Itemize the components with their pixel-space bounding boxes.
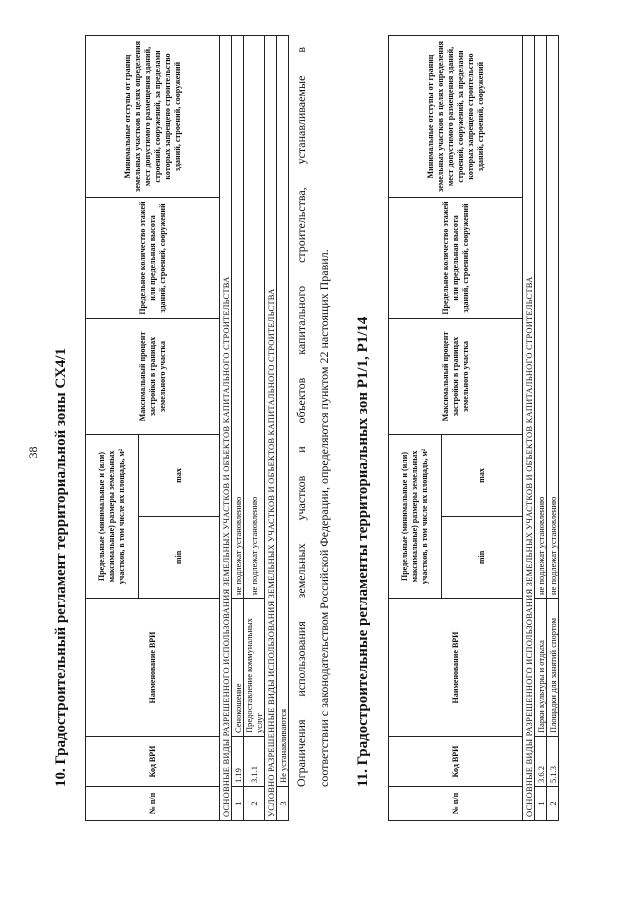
header-limits: Предельные (минимальные и (или) максимальные) размеры земельных участков, в том числе их площадь, м²: [86, 435, 139, 599]
main-uses-section: ОСНОВНЫЕ ВИДЫ РАЗРЕШЕННОГО ИСПОЛЬЗОВАНИЯ ЗЕМЕЛЬНЫХ УЧАСТКОВ И ОБЪЕКТОВ КАПИТАЛЬНОГО СТРОИТЕЛЬСТВА: [220, 36, 232, 821]
table-row: 2 3.1.1 Предоставление коммунальных услуг не подлежат установлению: [244, 36, 265, 821]
restrictions-paragraph-line1: Ограничения использования земельных участков и объектов капитального строительства, устанавливаемые в: [294, 47, 308, 787]
main-uses-section: ОСНОВНЫЕ ВИДЫ РАЗРЕШЕННОГО ИСПОЛЬЗОВАНИЯ ЗЕМЕЛЬНЫХ УЧАСТКОВ И ОБЪЕКТОВ КАПИТАЛЬНОГО СТРОИТЕЛЬСТВА: [523, 36, 535, 821]
section-11-title: 11. Градостроительные регламенты территориальных зон Р1/1, Р1/14: [355, 316, 371, 787]
header-setback: Минимальные отступы от границ земельных участков в целях определения мест допустимого размещения зданий, строений, сооружений, за пределами которых запрещено строительство зданий, строений, сооружений: [86, 36, 220, 198]
header-floors: Предельное количество этажей или предельная высота зданий, строений, сооружений: [389, 198, 523, 319]
regulation-table-r1: [388, 35, 559, 821]
page-number: 38: [26, 446, 40, 459]
header-min: min: [139, 517, 220, 599]
header-max: max: [442, 435, 523, 517]
regulation-table-sx4: [85, 35, 289, 821]
header-max: max: [139, 435, 220, 517]
header-min: min: [442, 517, 523, 599]
header-name: Наименование ВРИ: [389, 599, 523, 737]
header-percent: Максимальный процент застройки в границах земельного участка: [389, 319, 523, 435]
restrictions-paragraph-line2: соответствии с законодательством Российской Федерации, определяются пунктом 22 настоящих Правил.: [317, 249, 331, 787]
table-row: 1 1.19 Сенокошение не подлежат установлению: [232, 36, 244, 821]
table-row: 3 Не устанавливаются: [277, 36, 289, 821]
section-10-title: 10. Градостроительный регламент территориальной зоны СХ4/1: [53, 348, 69, 787]
table-row: 2 5.1.3 Площадки для занятий спортом не подлежат установлению: [547, 36, 559, 821]
header-num: № п/п: [389, 787, 523, 821]
table-row: 1 3.6.2 Парки культуры и отдыха не подлежат установлению: [535, 36, 547, 821]
header-code: Код ВРИ: [86, 737, 220, 787]
header-percent: Максимальный процент застройки в границах земельного участка: [86, 319, 220, 435]
header-setback: Минимальные отступы от границ земельных участков в целях определения мест допустимого размещения зданий, строений, сооружений, за пределами которых запрещено строительство зданий, строений, сооружений: [389, 36, 523, 198]
header-num: № п/п: [86, 787, 220, 821]
header-code: Код ВРИ: [389, 737, 523, 787]
header-floors: Предельное количество этажей или предельная высота зданий, строений, сооружений: [86, 198, 220, 319]
header-limits: Предельные (минимальные и (или) максимальные) размеры земельных участков, в том числе их площадь, м²: [389, 435, 442, 599]
conditional-uses-section: УСЛОВНО РАЗРЕШЕННЫЕ ВИДЫ ИСПОЛЬЗОВАНИЯ ЗЕМЕЛЬНЫХ УЧАСТКОВ И ОБЪЕКТОВ КАПИТАЛЬНОГО СТРОИТЕЛЬСТВА: [265, 36, 277, 821]
header-name: Наименование ВРИ: [86, 599, 220, 737]
